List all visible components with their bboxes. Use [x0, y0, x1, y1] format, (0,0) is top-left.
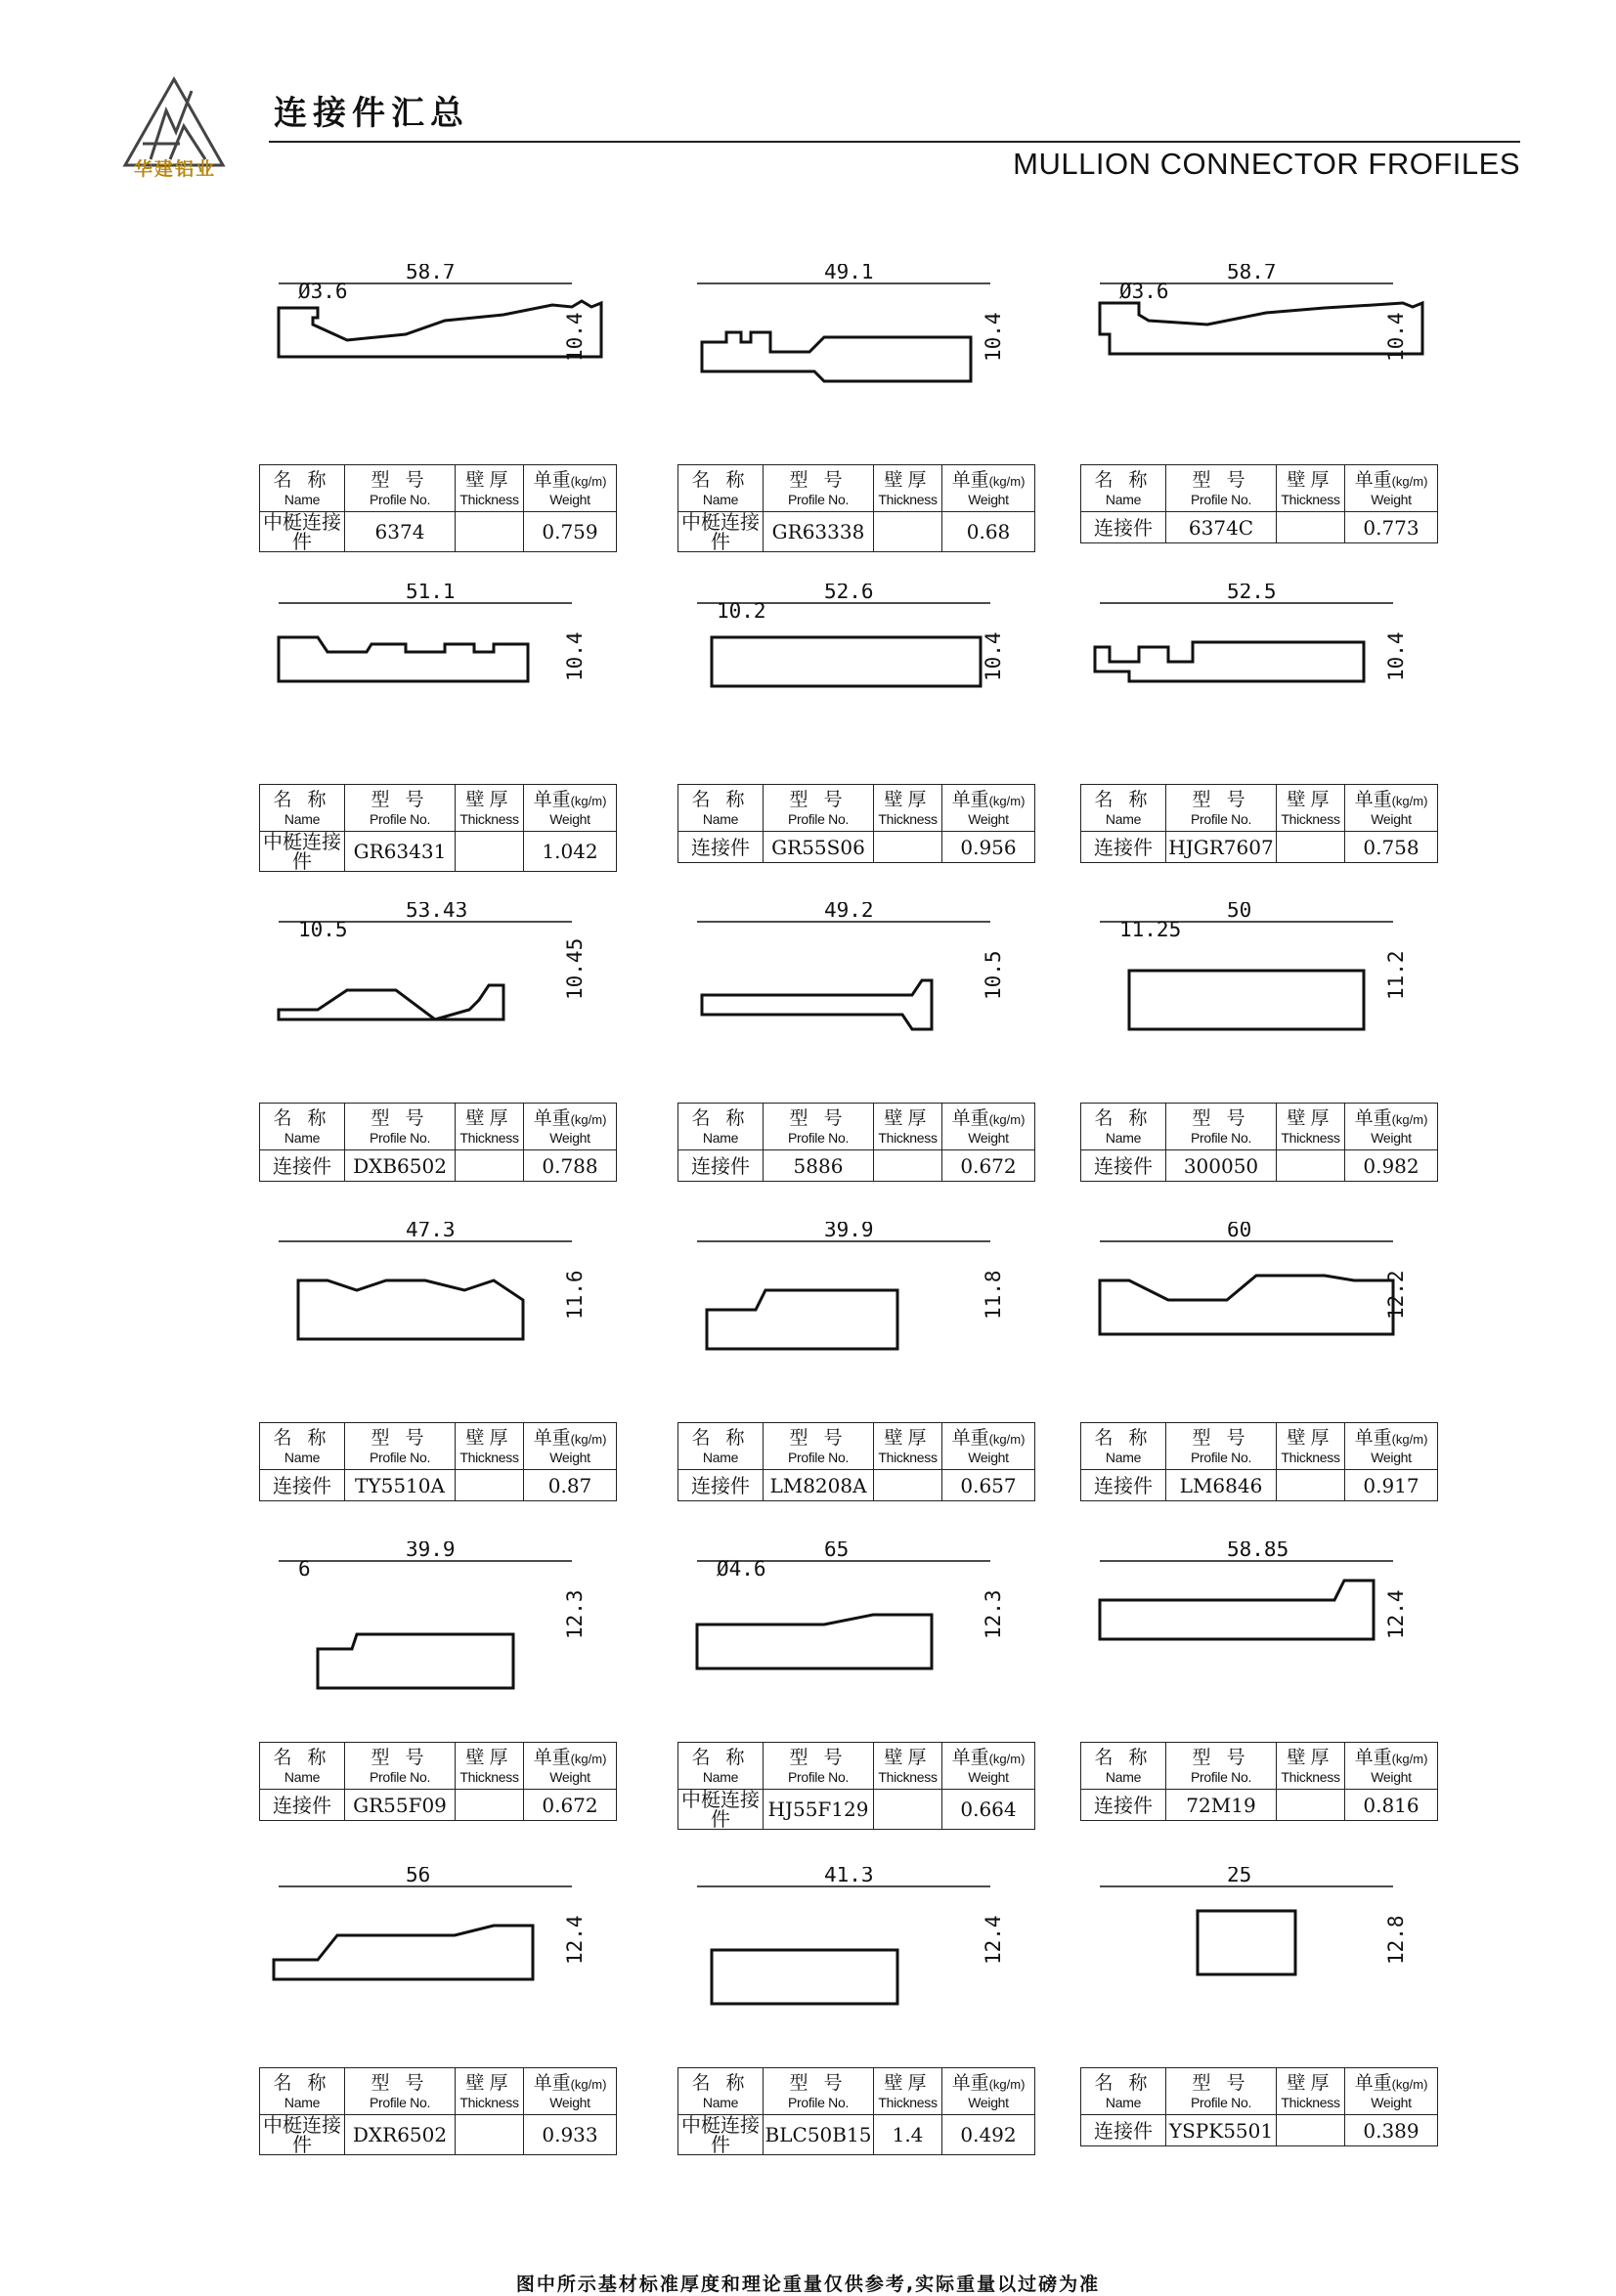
dimension-label: Ø3.6 — [298, 280, 348, 303]
spec-table — [677, 464, 1035, 552]
cell-profile-no: GR55F09 — [345, 1790, 456, 1821]
header-thickness: 壁厚 Thickness — [874, 1743, 942, 1790]
header-profile: 型 号 Profile No. — [345, 465, 456, 512]
dimension-label: 47.3 — [406, 1222, 456, 1241]
header-profile: 型 号 Profile No. — [764, 2068, 874, 2115]
dimension-label: 10.4 — [563, 312, 587, 362]
spec-table — [259, 784, 617, 872]
cell-profile-no: BLC50B15 — [764, 2115, 874, 2155]
profile-card-4 — [259, 584, 618, 935]
cell-profile-no: DXB6502 — [345, 1150, 456, 1182]
dimension-label: 10.45 — [563, 937, 587, 1000]
profile-card-9 — [1080, 902, 1439, 1254]
profile-card-7 — [259, 902, 618, 1254]
cell-profile-no: LM8208A — [764, 1470, 874, 1501]
cell-weight: 0.917 — [1345, 1470, 1438, 1501]
cell-profile-no: 5886 — [764, 1150, 874, 1182]
header-thickness: 壁厚 Thickness — [874, 465, 942, 512]
cell-thickness — [1277, 512, 1345, 543]
header-weight: 单重(kg/m) Weight — [1345, 465, 1438, 512]
header-name: 名 称 Name — [1081, 2068, 1166, 2115]
cell-weight: 0.657 — [942, 1470, 1035, 1501]
profile-outline — [279, 301, 601, 357]
footer-note: 图中所示基材标准厚度和理论重量仅供参考,实际重量以过磅为准 — [515, 2274, 1101, 2295]
spec-table — [259, 464, 617, 552]
page-title: 连接件汇总 — [274, 94, 469, 133]
dimension-label: Ø3.6 — [1119, 280, 1169, 303]
cell-name: 连接件 — [1081, 2115, 1166, 2146]
dimension-label: 12.3 — [982, 1589, 1005, 1639]
header-weight: 单重(kg/m) Weight — [524, 1423, 617, 1470]
profile-outline — [1198, 1911, 1295, 1974]
cell-thickness — [874, 1150, 942, 1182]
header-weight: 单重(kg/m) Weight — [1345, 1104, 1438, 1150]
header-weight: 单重(kg/m) Weight — [524, 1104, 617, 1150]
dimension-label: 11.25 — [1119, 918, 1182, 941]
spec-table — [1080, 464, 1438, 543]
cell-name: 中梃连接件 — [678, 1790, 764, 1830]
profile-drawing — [1080, 584, 1439, 779]
header-name: 名 称 Name — [678, 785, 764, 832]
dimension-label: 10.4 — [1384, 631, 1408, 681]
cell-profile-no: LM6846 — [1166, 1470, 1277, 1501]
cell-profile-no: 6374C — [1166, 512, 1277, 543]
header-weight: 单重(kg/m) Weight — [942, 1423, 1035, 1470]
dimension-label: 39.9 — [824, 1222, 874, 1241]
header-profile: 型 号 Profile No. — [345, 1743, 456, 1790]
profile-outline — [1100, 1276, 1393, 1334]
cell-thickness — [1277, 1150, 1345, 1182]
header-profile: 型 号 Profile No. — [764, 465, 874, 512]
dimension-label: 53.43 — [406, 902, 468, 922]
spec-table — [259, 1742, 617, 1821]
cell-name: 连接件 — [1081, 1470, 1166, 1501]
header-thickness: 壁厚 Thickness — [456, 1743, 524, 1790]
header-thickness: 壁厚 Thickness — [1277, 1104, 1345, 1150]
dimension-label: 10.4 — [982, 631, 1005, 681]
header-name: 名 称 Name — [260, 785, 345, 832]
cell-profile-no: 72M19 — [1166, 1790, 1277, 1821]
spec-table — [677, 1742, 1035, 1830]
header-weight: 单重(kg/m) Weight — [524, 465, 617, 512]
cell-profile-no: 300050 — [1166, 1150, 1277, 1182]
cell-name: 连接件 — [1081, 1790, 1166, 1821]
cell-weight: 1.042 — [524, 832, 617, 872]
header-weight: 单重(kg/m) Weight — [524, 1743, 617, 1790]
cell-thickness — [456, 512, 524, 552]
cell-profile-no: TY5510A — [345, 1470, 456, 1501]
profile-drawing — [677, 1222, 1036, 1417]
cell-weight: 0.492 — [942, 2115, 1035, 2155]
dimension-label: 49.2 — [824, 902, 874, 922]
cell-name: 中梃连接件 — [260, 512, 345, 552]
dimension-label: 58.7 — [406, 264, 456, 283]
cell-thickness — [456, 1790, 524, 1821]
profile-drawing — [259, 1867, 618, 2062]
dimension-label: 58.85 — [1227, 1541, 1289, 1561]
cell-profile-no: YSPK5501 — [1166, 2115, 1277, 2146]
cell-name: 连接件 — [678, 832, 764, 863]
dimension-label: 10.5 — [298, 918, 348, 941]
header-name: 名 称 Name — [678, 1743, 764, 1790]
header-profile: 型 号 Profile No. — [345, 785, 456, 832]
spec-table — [259, 1422, 617, 1501]
profile-outline — [274, 1926, 533, 1979]
dimension-label: 56 — [406, 1867, 431, 1886]
header-name: 名 称 Name — [260, 465, 345, 512]
header-thickness: 壁厚 Thickness — [1277, 2068, 1345, 2115]
dimension-label: 10.4 — [982, 312, 1005, 362]
dimension-label: 12.4 — [563, 1915, 587, 1965]
header-thickness: 壁厚 Thickness — [456, 1104, 524, 1150]
profile-drawing — [1080, 1541, 1439, 1737]
spec-table — [677, 1422, 1035, 1501]
profile-drawing — [259, 902, 618, 1098]
cell-profile-no: GR63338 — [764, 512, 874, 552]
dimension-label: 11.6 — [563, 1270, 587, 1320]
header-name: 名 称 Name — [260, 1104, 345, 1150]
profile-outline — [279, 637, 528, 681]
cell-weight: 0.933 — [524, 2115, 617, 2155]
dimension-label: 10.2 — [717, 599, 766, 623]
dimension-label: 60 — [1227, 1222, 1252, 1241]
header-weight: 单重(kg/m) Weight — [524, 2068, 617, 2115]
cell-weight: 0.956 — [942, 832, 1035, 863]
cell-weight: 0.68 — [942, 512, 1035, 552]
cell-thickness — [1277, 2115, 1345, 2146]
header-profile: 型 号 Profile No. — [1166, 1743, 1277, 1790]
header-name: 名 称 Name — [1081, 1104, 1166, 1150]
cell-weight: 0.389 — [1345, 2115, 1438, 2146]
header-profile: 型 号 Profile No. — [1166, 1104, 1277, 1150]
cell-weight: 0.759 — [524, 512, 617, 552]
header-weight: 单重(kg/m) Weight — [1345, 1743, 1438, 1790]
profile-card-16 — [259, 1867, 618, 2219]
dimension-label: 10.5 — [982, 950, 1005, 1000]
header-profile: 型 号 Profile No. — [764, 1104, 874, 1150]
profile-card-10 — [259, 1222, 618, 1574]
profile-outline — [298, 1280, 523, 1339]
header-name: 名 称 Name — [1081, 465, 1166, 512]
profile-card-11 — [677, 1222, 1036, 1574]
dimension-label: 52.6 — [824, 584, 874, 603]
dimension-label: Ø4.6 — [717, 1557, 766, 1581]
profile-card-13 — [259, 1541, 618, 1893]
header-name: 名 称 Name — [1081, 1423, 1166, 1470]
dimension-label: 50 — [1227, 902, 1252, 922]
cell-weight: 0.758 — [1345, 832, 1438, 863]
dimension-label: 65 — [824, 1541, 850, 1561]
spec-table — [1080, 1742, 1438, 1821]
profile-card-15 — [1080, 1541, 1439, 1893]
profile-drawing — [259, 584, 618, 779]
header-weight: 单重(kg/m) Weight — [942, 1104, 1035, 1150]
header-profile: 型 号 Profile No. — [1166, 465, 1277, 512]
cell-thickness: 1.4 — [874, 2115, 942, 2155]
header-profile: 型 号 Profile No. — [345, 1423, 456, 1470]
cell-weight: 0.87 — [524, 1470, 617, 1501]
dimension-label: 10.4 — [1384, 312, 1408, 362]
dimension-label: 12.4 — [1384, 1589, 1408, 1639]
profile-drawing — [677, 1541, 1036, 1737]
header-profile: 型 号 Profile No. — [1166, 1423, 1277, 1470]
profile-drawing — [677, 264, 1036, 459]
cell-weight: 0.672 — [942, 1150, 1035, 1182]
header-thickness: 壁厚 Thickness — [874, 785, 942, 832]
header-name: 名 称 Name — [678, 465, 764, 512]
spec-table — [1080, 1422, 1438, 1501]
header-name: 名 称 Name — [678, 1104, 764, 1150]
cell-name: 中梃连接件 — [678, 2115, 764, 2155]
profile-outline — [1100, 1581, 1374, 1639]
dimension-label: 39.9 — [406, 1541, 456, 1561]
header-name: 名 称 Name — [260, 2068, 345, 2115]
header-thickness: 壁厚 Thickness — [1277, 465, 1345, 512]
header-thickness: 壁厚 Thickness — [874, 1423, 942, 1470]
profile-outline — [318, 1634, 513, 1688]
dimension-label: 12.8 — [1384, 1915, 1408, 1965]
profile-drawing — [259, 264, 618, 459]
header-weight: 单重(kg/m) Weight — [942, 2068, 1035, 2115]
spec-table — [1080, 784, 1438, 863]
cell-name: 连接件 — [260, 1150, 345, 1182]
cell-name: 连接件 — [260, 1790, 345, 1821]
profile-drawing — [1080, 264, 1439, 459]
header-profile: 型 号 Profile No. — [1166, 2068, 1277, 2115]
header-profile: 型 号 Profile No. — [345, 1104, 456, 1150]
cell-name: 连接件 — [1081, 832, 1166, 863]
logo-text: 华建铝业 — [133, 158, 216, 180]
spec-table — [677, 784, 1035, 863]
cell-profile-no: HJGR7607 — [1166, 832, 1277, 863]
header-thickness: 壁厚 Thickness — [456, 1423, 524, 1470]
profile-outline — [712, 1950, 897, 2004]
profile-drawing — [1080, 902, 1439, 1098]
header-thickness: 壁厚 Thickness — [456, 785, 524, 832]
profile-outline — [1100, 303, 1422, 354]
dimension-label: 52.5 — [1227, 584, 1277, 603]
header-name: 名 称 Name — [1081, 785, 1166, 832]
profile-card-2 — [677, 264, 1036, 616]
header-name: 名 称 Name — [678, 2068, 764, 2115]
profile-card-3 — [1080, 264, 1439, 616]
header-weight: 单重(kg/m) Weight — [942, 465, 1035, 512]
profile-outline — [697, 1615, 932, 1668]
cell-profile-no: HJ55F129 — [764, 1790, 874, 1830]
profile-card-8 — [677, 902, 1036, 1254]
cell-thickness — [456, 2115, 524, 2155]
profile-drawing — [259, 1541, 618, 1737]
cell-weight: 0.773 — [1345, 512, 1438, 543]
cell-weight: 0.664 — [942, 1790, 1035, 1830]
profile-card-18 — [1080, 1867, 1439, 2219]
cell-profile-no: 6374 — [345, 512, 456, 552]
cell-thickness — [456, 832, 524, 872]
dimension-label: 12.2 — [1384, 1270, 1408, 1320]
header-profile: 型 号 Profile No. — [345, 2068, 456, 2115]
profile-drawing — [1080, 1867, 1439, 2062]
page-subtitle: MULLION CONNECTOR FROFILES — [1013, 147, 1520, 181]
header-name: 名 称 Name — [260, 1743, 345, 1790]
profile-outline — [702, 980, 932, 1029]
cell-profile-no: DXR6502 — [345, 2115, 456, 2155]
profile-card-1 — [259, 264, 618, 616]
cell-thickness — [874, 832, 942, 863]
header-divider — [269, 141, 1520, 143]
dimension-label: 6 — [298, 1557, 311, 1581]
profile-card-12 — [1080, 1222, 1439, 1574]
profile-drawing — [259, 1222, 618, 1417]
profile-outline — [712, 637, 981, 686]
spec-table — [1080, 1103, 1438, 1182]
dimension-label: 51.1 — [406, 584, 456, 603]
header-thickness: 壁厚 Thickness — [1277, 1423, 1345, 1470]
cell-name: 连接件 — [260, 1470, 345, 1501]
profile-card-17 — [677, 1867, 1036, 2219]
cell-thickness — [874, 1790, 942, 1830]
header-weight: 单重(kg/m) Weight — [1345, 2068, 1438, 2115]
header-profile: 型 号 Profile No. — [764, 1743, 874, 1790]
profile-card-14 — [677, 1541, 1036, 1893]
header-weight: 单重(kg/m) Weight — [942, 785, 1035, 832]
header-thickness: 壁厚 Thickness — [456, 465, 524, 512]
dimension-label: 12.4 — [982, 1915, 1005, 1965]
profile-outline — [1095, 642, 1364, 681]
profile-drawing — [677, 1867, 1036, 2062]
profile-card-6 — [1080, 584, 1439, 935]
spec-table — [259, 2067, 617, 2155]
dimension-label: 11.2 — [1384, 950, 1408, 1000]
profile-outline — [702, 332, 971, 381]
cell-name: 中梃连接件 — [678, 512, 764, 552]
spec-table — [1080, 2067, 1438, 2146]
cell-thickness — [874, 512, 942, 552]
header-name: 名 称 Name — [260, 1423, 345, 1470]
header-thickness: 壁厚 Thickness — [456, 2068, 524, 2115]
header-name: 名 称 Name — [678, 1423, 764, 1470]
spec-table — [677, 1103, 1035, 1182]
profile-drawing — [677, 902, 1036, 1098]
cell-profile-no: GR55S06 — [764, 832, 874, 863]
dimension-label: 58.7 — [1227, 264, 1277, 283]
header-thickness: 壁厚 Thickness — [874, 2068, 942, 2115]
cell-weight: 0.672 — [524, 1790, 617, 1821]
cell-name: 连接件 — [1081, 512, 1166, 543]
profile-outline — [1129, 971, 1364, 1029]
header-thickness: 壁厚 Thickness — [1277, 785, 1345, 832]
spec-table — [677, 2067, 1035, 2155]
cell-name: 连接件 — [678, 1470, 764, 1501]
cell-thickness — [1277, 1790, 1345, 1821]
cell-thickness — [874, 1470, 942, 1501]
cell-name: 连接件 — [678, 1150, 764, 1182]
cell-weight: 0.982 — [1345, 1150, 1438, 1182]
header-profile: 型 号 Profile No. — [1166, 785, 1277, 832]
dimension-label: 10.4 — [563, 631, 587, 681]
cell-profile-no: GR63431 — [345, 832, 456, 872]
dimension-label: 41.3 — [824, 1867, 874, 1886]
dimension-label: 49.1 — [824, 264, 874, 283]
cell-weight: 0.788 — [524, 1150, 617, 1182]
header-thickness: 壁厚 Thickness — [874, 1104, 942, 1150]
spec-table — [259, 1103, 617, 1182]
cell-weight: 0.816 — [1345, 1790, 1438, 1821]
dimension-label: 11.8 — [982, 1270, 1005, 1320]
profile-drawing — [677, 584, 1036, 779]
profile-card-5 — [677, 584, 1036, 935]
header-name: 名 称 Name — [1081, 1743, 1166, 1790]
header-weight: 单重(kg/m) Weight — [524, 785, 617, 832]
cell-thickness — [456, 1150, 524, 1182]
header-weight: 单重(kg/m) Weight — [1345, 1423, 1438, 1470]
cell-name: 中梃连接件 — [260, 832, 345, 872]
dimension-label: 12.3 — [563, 1589, 587, 1639]
header-thickness: 壁厚 Thickness — [1277, 1743, 1345, 1790]
header-profile: 型 号 Profile No. — [764, 785, 874, 832]
profile-outline — [279, 985, 503, 1019]
cell-thickness — [456, 1470, 524, 1501]
dimension-label: 25 — [1227, 1867, 1252, 1886]
profile-drawing — [1080, 1222, 1439, 1417]
cell-thickness — [1277, 1470, 1345, 1501]
cell-name: 中梃连接件 — [260, 2115, 345, 2155]
profile-outline — [707, 1290, 897, 1349]
cell-thickness — [1277, 832, 1345, 863]
header-weight: 单重(kg/m) Weight — [942, 1743, 1035, 1790]
header-weight: 单重(kg/m) Weight — [1345, 785, 1438, 832]
cell-name: 连接件 — [1081, 1150, 1166, 1182]
header-profile: 型 号 Profile No. — [764, 1423, 874, 1470]
